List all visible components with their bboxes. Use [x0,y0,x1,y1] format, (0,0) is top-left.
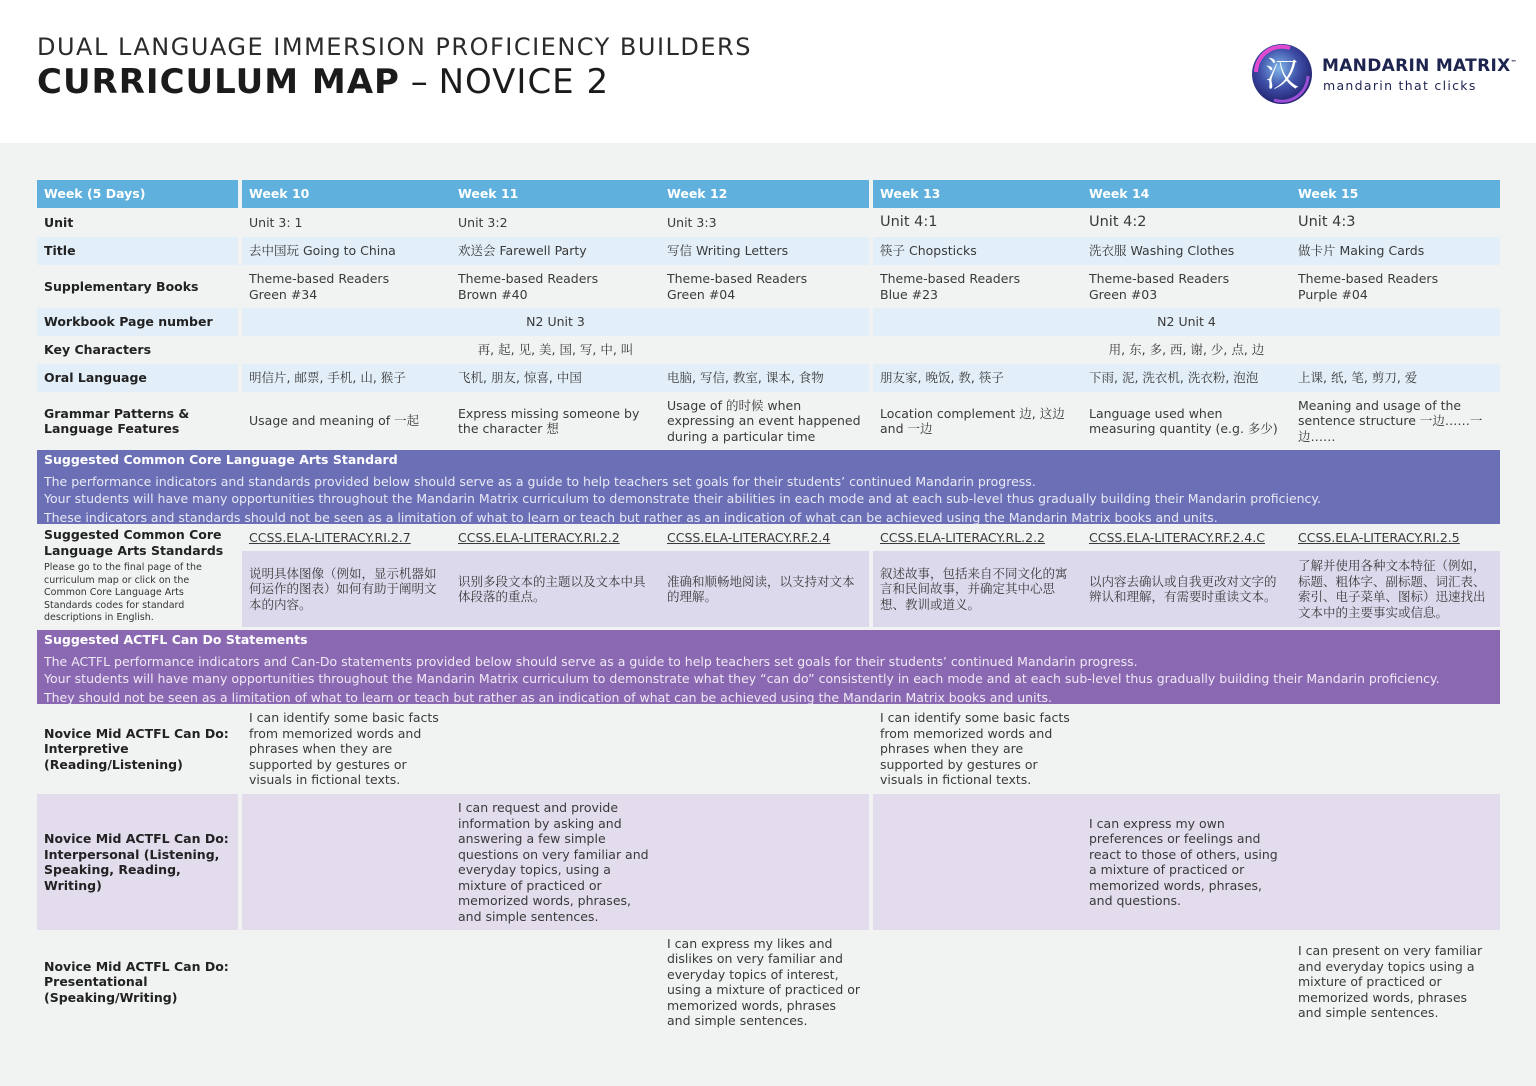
ccss-description: 叙述故事，包括来自不同文化的寓言和民间故事，并确定其中心思想、教训或道义。 [880,565,1068,612]
unit-cell: Unit 3:3 [667,214,717,230]
title-cell: 筷子 Chopsticks [880,243,977,259]
week-header-11: Week 11 [458,186,519,202]
ccss-description: 说明具体图像（例如，显示机器如何运作的图表）如何有助于阐明文本的内容。 [249,565,437,612]
ccss-code-link[interactable]: CCSS.ELA-LITERACY.RI.2.2 [458,530,620,546]
interpretive-statement: I can identify some basic facts from memorized words and phrases when they are supported by gestures or visuals in fictional texts. [880,710,1070,787]
grammar-cell: Meaning and usage of the sentence structure 一边……一边…… [1298,397,1483,444]
actfl-band-text: The ACTFL performance indicators and Can-Do statements provided below should serve as a guide to help teachers set goals for their students’ continued Mandarin progress. Your students will have many opportunities throughout the Mandarin Matrix curriculum to demonstrate what they “can do” consistently in each mode and at each sub-level thus gradually building their Mandarin proficiency. They should not be seen as a limitation of what to learn or teach but rather as an indication of what can be achieved using the Mandarin Matrix books and units. [44,654,1440,705]
title-level: NOVICE 2 [438,62,610,102]
books-cell: Theme-based Readers Green #34 [249,271,390,302]
week-header-12: Week 12 [667,186,728,202]
ccss-band-heading: Suggested Common Core Language Arts Standard [44,452,398,467]
oral-row-label: Oral Language [37,364,238,392]
oral-cell: 电脑, 写信, 教室, 课本, 食物 [667,370,824,386]
interpretive-statement: I can identify some basic facts from memorized words and phrases when they are supported by gestures or visuals in fictional texts. [249,710,439,787]
unit-cell: Unit 4:1 [880,213,938,230]
books-cell: Theme-based Readers Brown #40 [458,271,599,302]
grammar-cell: Express missing someone by the character 想 [458,405,640,436]
books-row-label: Supplementary Books [44,278,199,294]
presentational-statement: I can express my likes and dislikes on very familiar and everyday topics of interest, using a mixture of practiced or memorized words, phrases and simple sentences. [667,935,861,1028]
unit-cell: Unit 4:3 [1298,213,1356,230]
title-cell: 去中国玩 Going to China [249,243,396,259]
logo-emblem-icon [1250,42,1314,106]
grammar-row-label: Grammar Patterns & Language Features [44,405,190,436]
ccss-code-link[interactable]: CCSS.ELA-LITERACY.RL.2.2 [880,530,1046,546]
actfl-band-heading: Suggested ACTFL Can Do Statements [44,632,308,647]
unit-cell: Unit 3: 1 [249,214,303,230]
ccss-description: 识别多段文本的主题以及文本中具体段落的重点。 [458,573,646,604]
ccss-band-text: The performance indicators and standards provided below should serve as a guide to help teachers set goals for their students’ continued Mandarin progress. Your students will have many opportunities throughout the Mandarin Matrix curriculum to demonstrate their abilities in each mode and at each sub-level thus gradually building their Mandarin proficiency. These indicators and standards should not be seen as a limitation of what to learn or teach but rather as an indication of what can be achieved using the Mandarin Matrix books and units. [44,474,1322,525]
logo-name: MANDARIN MATRIX™ [1322,56,1517,76]
ccss-code-link[interactable]: CCSS.ELA-LITERACY.RF.2.4 [667,530,831,546]
grammar-cell: Usage of 的时候 when expressing an event happened during a particular time [667,397,861,444]
books-cell: Theme-based Readers Purple #04 [1298,271,1439,302]
week-header-10: Week 10 [249,186,310,202]
title-cell: 欢送会 Farewell Party [458,243,587,259]
interpersonal-row-label: Novice Mid ACTFL Can Do: Interpersonal (Listening, Speaking, Reading, Writing) [37,794,238,930]
week-header-15: Week 15 [1298,186,1359,202]
grammar-cell: Location complement 边, 这边 and 一边 [880,405,1065,436]
oral-cell: 明信片, 邮票, 手机, 山, 猴子 [249,370,406,386]
interpersonal-statement: I can express my own preferences or feelings and react to those of others, using a mixture of practiced or memorized words, phrases, and questions. [1089,815,1278,908]
key-characters-unit4: 用, 东, 多, 西, 谢, 少, 点, 边 [1108,342,1265,358]
oral-cell: 朋友家, 晚饭, 教, 筷子 [880,370,1004,386]
unit-cell: Unit 4:2 [1089,213,1147,230]
workbook-cell-unit4: N2 Unit 4 [873,308,1500,336]
grammar-cell: Usage and meaning of 一起 [249,413,420,429]
grammar-cell: Language used when measuring quantity (e.g. 多少) [1089,405,1278,436]
week-header-14: Week 14 [1089,186,1150,202]
ccss-code-link[interactable]: CCSS.ELA-LITERACY.RF.2.4.C [1089,530,1265,546]
logo-tagline: mandarin that clicks [1323,78,1477,93]
page-title [37,62,609,102]
ccss-code-link[interactable]: CCSS.ELA-LITERACY.RI.2.7 [249,530,411,546]
ccss-code-link[interactable]: CCSS.ELA-LITERACY.RI.2.5 [1298,530,1460,546]
ccss-note: Please go to the final page of the curriculum map or click on the Common Core Language Arts Standards codes for standard descriptions in English. [44,562,202,623]
title-cell: 做卡片 Making Cards [1298,243,1425,259]
key-characters-row-label: Key Characters [44,342,152,358]
key-characters-unit3: 再, 起, 见, 美, 国, 写, 中, 叫 [477,342,634,358]
title-cell: 写信 Writing Letters [667,243,789,259]
week-header-label: Week (5 Days) [37,180,238,208]
logo-char: 汉 [1265,55,1299,95]
books-cell: Theme-based Readers Green #03 [1089,271,1230,302]
unit-cell: Unit 3:2 [458,214,508,230]
title-dash: – [399,62,439,102]
presentational-row-label: Novice Mid ACTFL Can Do: Presentational (Speaking/Writing) [44,958,229,1005]
unit-row-label: Unit [44,214,74,230]
books-cell: Theme-based Readers Blue #23 [880,271,1021,302]
mandarin-matrix-logo [1250,42,1517,106]
page-supertitle: DUAL LANGUAGE IMMERSION PROFICIENCY BUILDERS [37,33,752,61]
ccss-description: 准确和顺畅地阅读，以支持对文本的理解。 [667,573,855,604]
ccss-row-label: Suggested Common Core Language Arts Standards Please go to the final page of the curriculum map or click on the Common Core Language Arts Standards codes for standard descriptions in English. [37,525,238,627]
title-row-label: Title [37,237,238,265]
oral-cell: 下雨, 泥, 洗衣机, 洗衣粉, 泡泡 [1089,370,1259,386]
workbook-cell-unit3: N2 Unit 3 [242,308,869,336]
page-header [0,0,1536,143]
ccss-description: 了解并使用各种文本特征（例如，标题、粗体字、副标题、词汇表、索引、电子菜单、图标）迅速找出文本中的主要事实或信息。 [1298,558,1486,620]
actfl-info-band [37,630,1500,704]
presentational-statement: I can present on very familiar and everyday topics using a mixture of practiced or memorized words, phrases and simple sentences. [1298,943,1483,1021]
oral-cell: 上课, 纸, 笔, 剪刀, 爱 [1298,370,1418,386]
title-cell: 洗衣服 Washing Clothes [1089,243,1235,259]
week-header-13: Week 13 [880,186,941,202]
interpretive-row-label: Novice Mid ACTFL Can Do: Interpretive (Reading/Listening) [44,725,229,772]
interpersonal-statement: I can request and provide information by asking and answering a few simple questions on very familiar and everyday topics, using a mixture of practiced or memorized words, phrases, and simple sentences. [458,800,649,924]
ccss-info-band [37,450,1500,524]
oral-cell: 飞机, 朋友, 惊喜, 中国 [458,370,582,386]
title-bold: CURRICULUM MAP [37,62,400,102]
workbook-row-label: Workbook Page number [37,308,238,336]
ccss-description: 以内容去确认或自我更改对文字的辨认和理解，有需要时重读文本。 [1089,573,1277,604]
books-cell: Theme-based Readers Green #04 [667,271,808,302]
